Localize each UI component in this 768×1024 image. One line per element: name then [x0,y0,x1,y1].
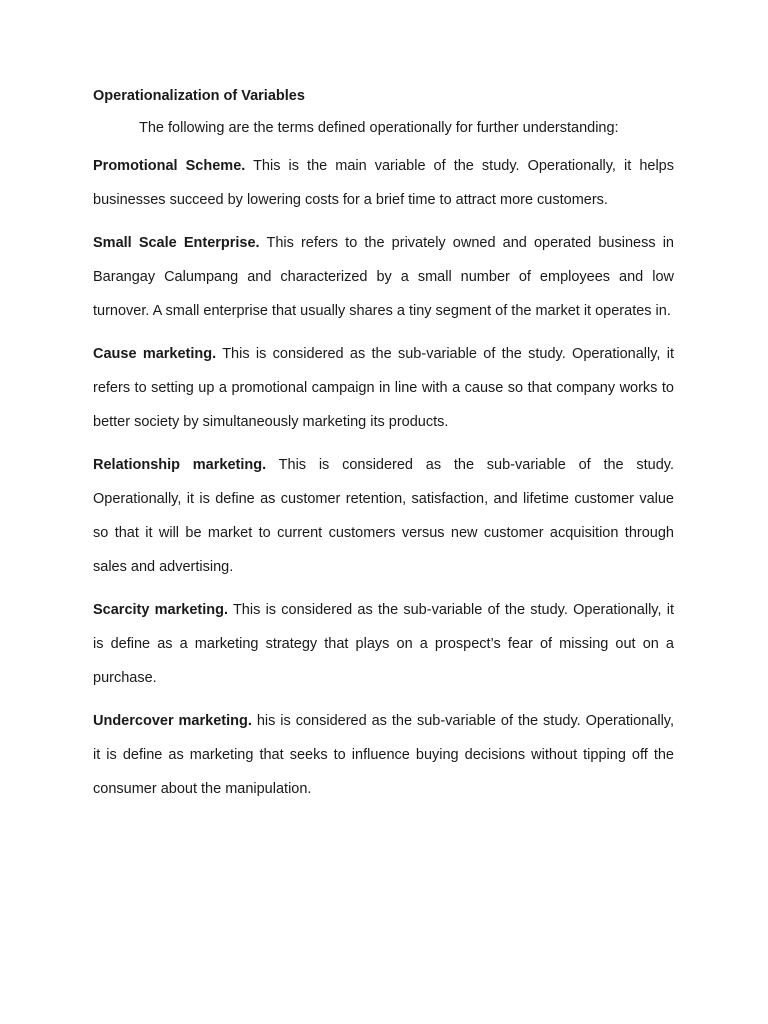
term-label: Relationship marketing. [93,457,267,473]
term-label: Promotional Scheme. [93,158,246,174]
document-heading: Operationalization of Variables [93,88,305,104]
term-label: Scarcity marketing. [93,602,228,618]
intro-paragraph: The following are the terms defined operationally for further understanding: [139,120,619,136]
term-label: Undercover marketing. [93,713,252,729]
definition-text: This is considered as the sub-variable of the study. Operationally, it is define as a marketing strategy that plays on a prospect’s fear of missing out on a purchase. [93,602,674,686]
definition-text: This is considered as the sub-variable of the study. Operationally, it is define as customer retention, satisfaction, and lifetime customer value so that it will be market to current customers versus new customer acquisition through sales and advertising. [93,457,674,575]
term-label: Cause marketing. [93,346,217,362]
definition-text: This is the main variable of the study. Operationally, it helps businesses succeed by lowering costs for a brief time to attract more customers. [93,158,674,208]
definition-text: his is considered as the sub-variable of the study. Operationally, it is define as marketing that seeks to influence buying decisions without tipping off the consumer about the manipulation. [93,713,674,797]
term-label: Small Scale Enterprise. [93,235,260,251]
definition-cause-marketing [93,337,674,439]
definition-small-scale-enterprise [93,226,674,328]
definition-scarcity-marketing [93,593,674,695]
definition-relationship-marketing [93,448,674,584]
definition-text: This is considered as the sub-variable of the study. Operationally, it refers to setting up a promotional campaign in line with a cause so that company works to better society by simultaneously marketing its products. [93,346,674,430]
document-page [93,84,674,806]
definition-promotional-scheme [93,149,674,217]
definition-text: This refers to the privately owned and operated business in Barangay Calumpang and characterized by a small number of employees and low turnover. A small enterprise that usually shares a tiny segment of the market it operates in. [93,235,674,319]
definition-undercover-marketing [93,704,674,806]
